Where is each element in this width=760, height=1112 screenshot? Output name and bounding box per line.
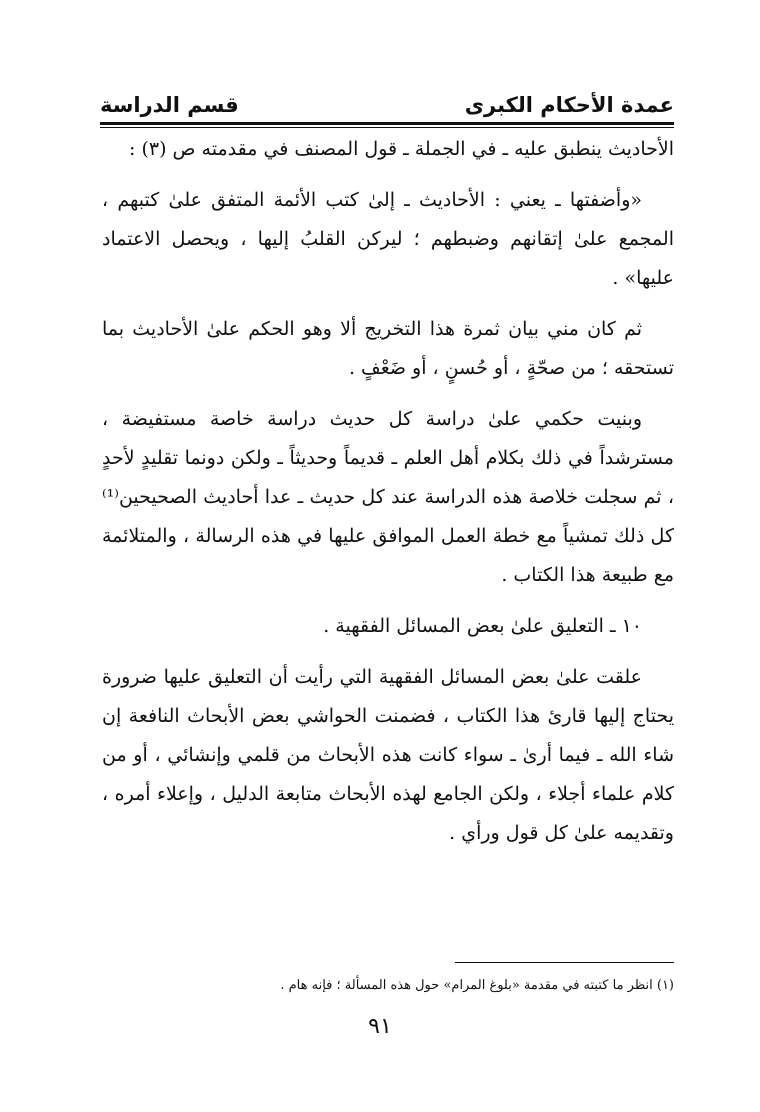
page-number: ٩١ <box>368 1014 392 1039</box>
header-rule-thin <box>100 127 674 128</box>
paragraph-3: ثم كان مني بيان ثمرة هذا التخريج ألا وهو الحكم علىٰ الأحاديث بما تستحقه ؛ من صحّةٍ ، أو حُسنٍ ، أو ضَعْفٍ . <box>102 318 674 379</box>
paragraph-5: علقت علىٰ بعض المسائل الفقهية التي رأيت أن التعليق عليها ضرورة يحتاج إليها قارئ هذا الكتاب ، فضمنت الحواشي بعض الأبحاث النافعة إن شاء الله ـ فيما أرىٰ ـ سواء كانت هذه الأبحاث من قلمي وإنشائي ، أو من كلام علماء أجلاء ، ولكن الجامع لهذه الأبحاث متابعة الدليل ، وإعلاء أمره ، وتقديمه علىٰ كل قول ورأي . <box>102 666 674 844</box>
header-rule-thick <box>100 122 674 125</box>
section-heading-10: ١٠ ـ التعليق علىٰ بعض المسائل الفقهية . <box>323 615 642 637</box>
footnote: (١) انظر ما كتبته في مقدمة «بلوغ المرام» حول هذه المسألة ؛ فإنه هام . <box>280 978 674 993</box>
footnote-rule <box>455 962 674 963</box>
paragraph-2: «وأضفتها ـ يعني : الأحاديث ـ إلىٰ كتب الأئمة المتفق علىٰ كتبهم ، المجمع علىٰ إتقانهم وضبطهم ؛ ليركن القلبُ إليها ، ويحصل الاعتماد عليها» . <box>102 189 674 289</box>
paragraph-4: وبنيت حكمي علىٰ دراسة كل حديث دراسة خاصة مستفيضة ، مسترشداً في ذلك بكلام أهل العلم ـ قديماً وحديثاً ـ ولكن دونما تقليدٍ لأحدٍ ، ثم سجلت خلاصة هذه الدراسة عند كل حديث ـ عدا أحاديث الصحيحين⁽¹⁾ كل ذلك تمشياً مع خطة العمل الموافق عليها في هذه الرسالة ، والمتلائمة مع طبيعة هذا الكتاب . <box>102 408 674 586</box>
body-text <box>102 130 674 853</box>
book-title: عمدة الأحكام الكبرى <box>464 93 674 117</box>
section-title: قسم الدراسة <box>100 93 239 117</box>
paragraph-1: الأحاديث ينطبق عليه ـ في الجملة ـ قول المصنف في مقدمته ص (٣) : <box>129 138 674 160</box>
running-header <box>100 80 674 120</box>
